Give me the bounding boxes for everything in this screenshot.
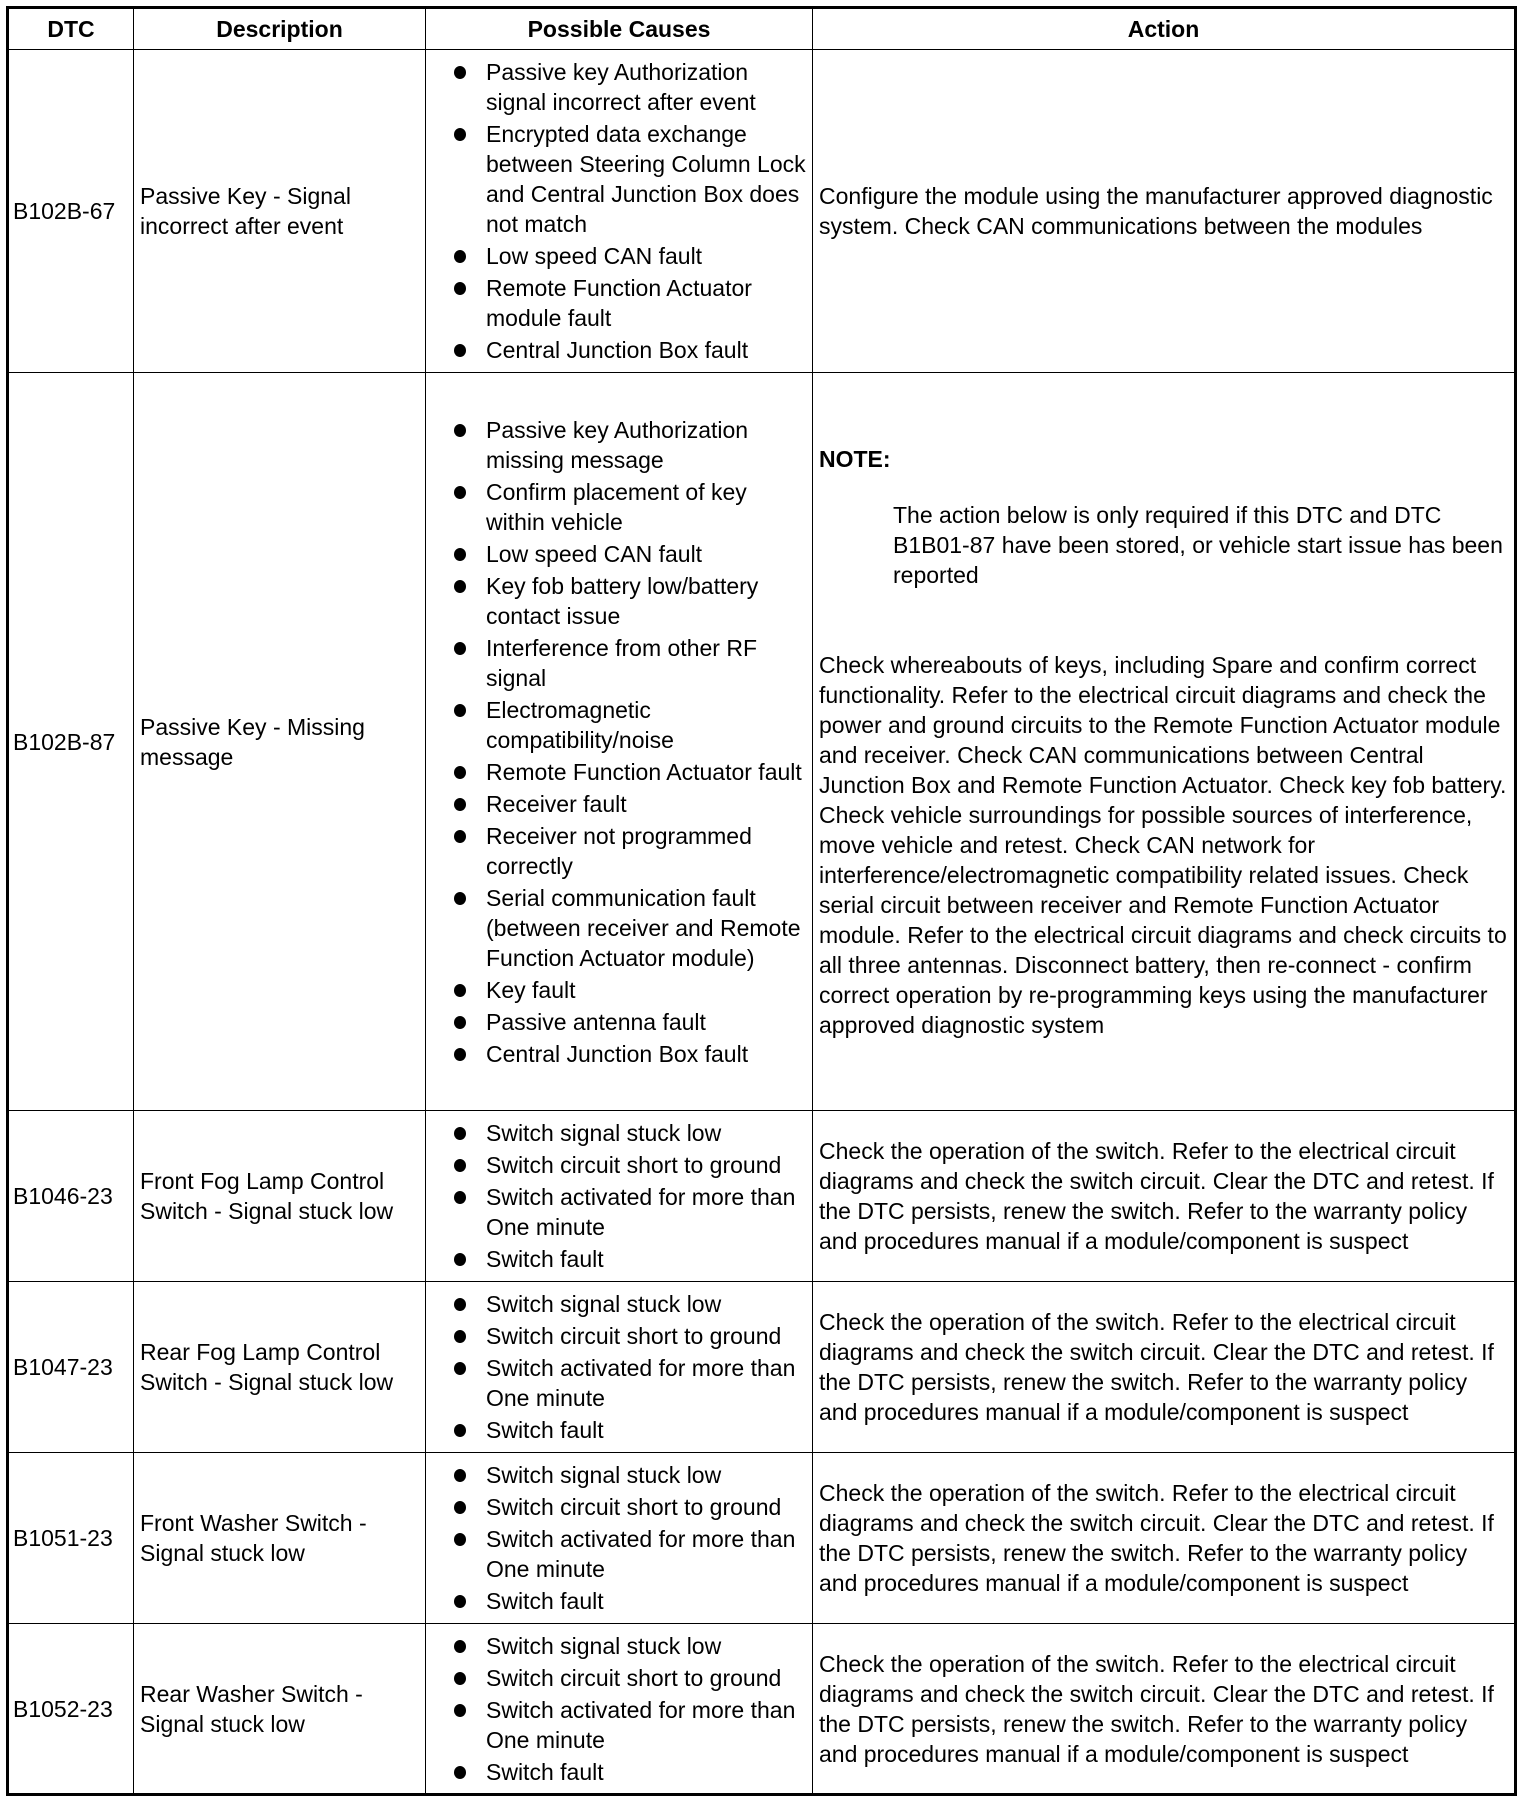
dtc-description: Rear Fog Lamp Control Switch - Signal stuck low [134,1282,426,1453]
cause-item: Remote Function Actuator fault [452,757,806,787]
cause-item: Central Junction Box fault [452,1039,806,1069]
cause-item: Remote Function Actuator module fault [452,273,806,333]
cause-item: Switch circuit short to ground [452,1150,806,1180]
cause-item: Encrypted data exchange between Steering Column Lock and Central Junction Box does not match [452,119,806,239]
action-text: Check whereabouts of keys, including Spare and confirm correct functionality. Refer to the electrical circuit diagrams and check the power and ground circuits to the Remote Function Actuator module and receiver. Check CAN communications between Central Junction Box and Remote Function Actuator. Check key fob battery. Check vehicle surroundings for possible sources of interference, move vehicle and retest. Check CAN network for interference/electromagnetic compatibility related issues. Check serial circuit between receiver and Remote Function Actuator module. Refer to the electrical circuit diagrams and check circuits to all three antennas. Disconnect battery, then re-connect - confirm correct operation by re-programming keys using the manufacturer approved diagnostic system [819,651,1507,1038]
cause-item: Switch circuit short to ground [452,1492,806,1522]
table-row [8,373,1516,1111]
dtc-code: B1046-23 [8,1111,134,1282]
action-text: Configure the module using the manufacturer approved diagnostic system. Check CAN communications between the modules [819,183,1493,239]
cause-item: Switch signal stuck low [452,1631,806,1661]
cause-item: Passive key Authorization signal incorrect after event [452,57,806,117]
cause-item: Key fault [452,975,806,1005]
cause-item: Switch fault [452,1757,806,1787]
cause-item: Switch signal stuck low [452,1118,806,1148]
cause-item: Switch signal stuck low [452,1460,806,1490]
possible-causes [426,50,813,373]
action-cell [813,1111,1516,1282]
causes-list [432,1460,806,1616]
cause-item: Receiver not programmed correctly [452,821,806,881]
header-causes: Possible Causes [426,8,813,50]
dtc-code: B102B-87 [8,373,134,1111]
action-text: Check the operation of the switch. Refer to the electrical circuit diagrams and check the switch circuit. Clear the DTC and retest. If the DTC persists, renew the switch. Refer to the warranty policy and procedures manual if a module/component is suspect [819,1309,1494,1425]
action-cell [813,1624,1516,1795]
dtc-description: Front Washer Switch - Signal stuck low [134,1453,426,1624]
action-text: Check the operation of the switch. Refer to the electrical circuit diagrams and check the switch circuit. Clear the DTC and retest. If the DTC persists, renew the switch. Refer to the warranty policy and procedures manual if a module/component is suspect [819,1650,1494,1767]
cause-item: Passive key Authorization missing message [452,415,806,475]
cause-item: Switch signal stuck low [452,1289,806,1319]
cause-item: Interference from other RF signal [452,633,806,693]
dtc-code: B1047-23 [8,1282,134,1453]
causes-list [432,1118,806,1274]
possible-causes [426,1282,813,1453]
table-row [8,1624,1516,1795]
cause-item: Switch activated for more than One minute [452,1353,806,1413]
table-row [8,1111,1516,1282]
note-text: The action below is only required if this DTC and DTC B1B01-87 have been stored, or vehicle start issue has been reported [893,501,1503,588]
header-description: Description [134,8,426,50]
dtc-code: B1052-23 [8,1624,134,1795]
table-row [8,50,1516,373]
possible-causes [426,373,813,1111]
cause-item: Switch circuit short to ground [452,1321,806,1351]
table-row [8,1282,1516,1453]
cause-item: Switch circuit short to ground [452,1663,806,1693]
cause-item: Switch activated for more than One minute [452,1524,806,1584]
action-cell [813,1453,1516,1624]
possible-causes [426,1111,813,1282]
header-action: Action [813,8,1516,50]
causes-list [432,1631,806,1787]
dtc-description: Rear Washer Switch - Signal stuck low [134,1624,426,1795]
cause-item: Low speed CAN fault [452,539,806,569]
dtc-code: B102B-67 [8,50,134,373]
dtc-description: Passive Key - Missing message [134,373,426,1111]
cause-item: Central Junction Box fault [452,335,806,365]
cause-item: Passive antenna fault [452,1007,806,1037]
dtc-code: B1051-23 [8,1453,134,1624]
cause-item: Switch activated for more than One minute [452,1695,806,1755]
causes-list [432,415,806,1069]
header-row [8,8,1516,50]
note-label: NOTE: [819,445,891,472]
cause-item: Confirm placement of key within vehicle [452,477,806,537]
cause-item: Switch activated for more than One minute [452,1182,806,1242]
possible-causes [426,1624,813,1795]
action-cell [813,1282,1516,1453]
cause-item: Low speed CAN fault [452,241,806,271]
cause-item: Key fob battery low/battery contact issue [452,571,806,631]
cause-item: Switch fault [452,1415,806,1445]
cause-item: Electromagnetic compatibility/noise [452,695,806,755]
cause-item: Receiver fault [452,789,806,819]
action-text: Check the operation of the switch. Refer to the electrical circuit diagrams and check the switch circuit. Clear the DTC and retest. If the DTC persists, renew the switch. Refer to the warranty policy and procedures manual if a module/component is suspect [819,1480,1494,1596]
action-cell [813,50,1516,373]
action-text: Check the operation of the switch. Refer to the electrical circuit diagrams and check the switch circuit. Clear the DTC and retest. If the DTC persists, renew the switch. Refer to the warranty policy and procedures manual if a module/component is suspect [819,1138,1494,1254]
dtc-table [6,6,1517,1796]
dtc-description: Passive Key - Signal incorrect after event [134,50,426,373]
table-row [8,1453,1516,1624]
causes-list [432,1289,806,1445]
cause-item: Serial communication fault (between receiver and Remote Function Actuator module) [452,883,806,973]
cause-item: Switch fault [452,1586,806,1616]
possible-causes [426,1453,813,1624]
dtc-description: Front Fog Lamp Control Switch - Signal stuck low [134,1111,426,1282]
cause-item: Switch fault [452,1244,806,1274]
action-cell [813,373,1516,1111]
causes-list [432,57,806,365]
header-dtc: DTC [8,8,134,50]
